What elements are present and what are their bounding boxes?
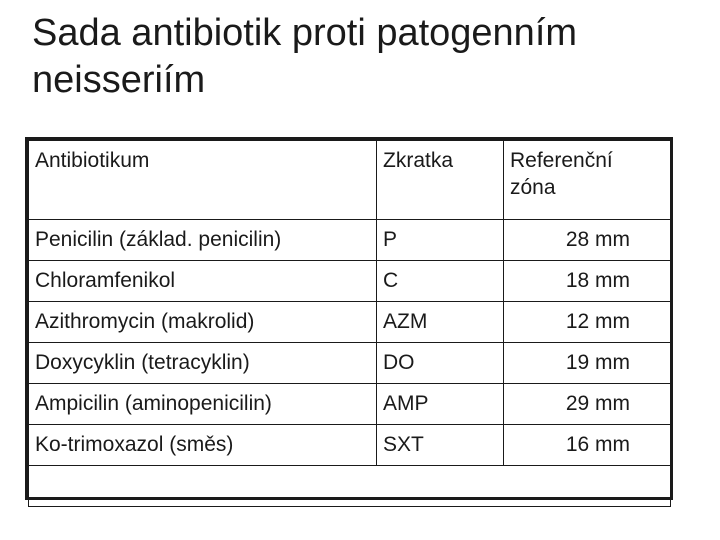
cell-abbreviation: C	[377, 261, 504, 302]
table-header-row	[29, 141, 671, 220]
cell-antibiotic: Doxycyklin (tetracyklin)	[29, 343, 377, 384]
header-reference-line2: zóna	[510, 176, 556, 199]
cell-antibiotic: Ampicilin (aminopenicilin)	[29, 384, 377, 425]
cell-abbreviation: P	[377, 220, 504, 261]
cell-zone: 18 mm	[504, 261, 671, 302]
table-empty-row	[29, 466, 671, 507]
cell-zone: 28 mm	[504, 220, 671, 261]
table-row	[29, 343, 671, 384]
table-row	[29, 302, 671, 343]
cell-abbreviation: DO	[377, 343, 504, 384]
cell-antibiotic: Azithromycin (makrolid)	[29, 302, 377, 343]
cell-zone: 12 mm	[504, 302, 671, 343]
table-row	[29, 261, 671, 302]
cell-abbreviation: AMP	[377, 384, 504, 425]
table-row	[29, 425, 671, 466]
header-abbreviation: Zkratka	[377, 141, 504, 220]
cell-antibiotic: Ko-trimoxazol (směs)	[29, 425, 377, 466]
table-row	[29, 384, 671, 425]
header-reference-zone	[504, 141, 671, 220]
slide-title: Sada antibiotik proti patogenním neisseriím	[32, 12, 578, 101]
cell-zone: 19 mm	[504, 343, 671, 384]
cell-antibiotic: Penicilin (základ. penicilin)	[29, 220, 377, 261]
cell-zone: 29 mm	[504, 384, 671, 425]
empty-cell	[29, 466, 671, 507]
cell-abbreviation: AZM	[377, 302, 504, 343]
cell-abbreviation: SXT	[377, 425, 504, 466]
table-row	[29, 220, 671, 261]
cell-zone: 16 mm	[504, 425, 671, 466]
cell-antibiotic: Chloramfenikol	[29, 261, 377, 302]
header-reference-line1: Referenční	[510, 149, 613, 172]
antibiotic-table	[25, 137, 673, 500]
header-antibiotic: Antibiotikum	[29, 141, 377, 220]
